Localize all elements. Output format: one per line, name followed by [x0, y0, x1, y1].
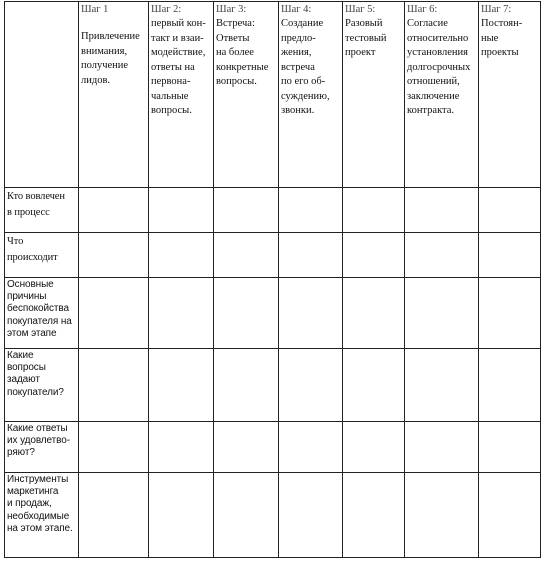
step-number: Шаг 7:: [481, 4, 512, 15]
step-header-1: [79, 2, 149, 188]
table-cell: [79, 188, 149, 233]
step-number: Шаг 1: [81, 4, 109, 15]
row-label: Основные причины беспокойства покупателя на этом этапе: [5, 278, 79, 349]
row-label: Какие ответы их удовлетво- ряют?: [5, 422, 79, 473]
table-cell: [343, 233, 405, 278]
step-description: Встреча: Ответы на более конкретные вопросы.: [216, 18, 269, 88]
table-cell: [149, 278, 214, 349]
table-row: [5, 473, 541, 558]
corner-cell: [5, 2, 79, 188]
table-cell: [279, 473, 343, 558]
table-cell: [405, 233, 479, 278]
table-cell: [79, 278, 149, 349]
step-number: Шаг 2:: [151, 4, 182, 15]
table-cell: [405, 473, 479, 558]
table-cell: [214, 422, 279, 473]
table-cell: [279, 422, 343, 473]
table-cell: [214, 278, 279, 349]
step-number: Шаг 6:: [407, 4, 438, 15]
step-description: Разовый тестовый проект: [345, 18, 387, 59]
table-cell: [479, 278, 541, 349]
table-cell: [79, 422, 149, 473]
table-cell: [79, 349, 149, 422]
table-cell: [343, 188, 405, 233]
table-cell: [343, 473, 405, 558]
sales-process-table: [4, 1, 541, 558]
table-cell: [343, 349, 405, 422]
table-cell: [279, 278, 343, 349]
table-cell: [405, 278, 479, 349]
table-cell: [479, 473, 541, 558]
table-cell: [279, 349, 343, 422]
table-cell: [149, 473, 214, 558]
table-cell: [343, 422, 405, 473]
table-cell: [479, 233, 541, 278]
step-header-5: [343, 2, 405, 188]
table-cell: [479, 349, 541, 422]
table-cell: [214, 233, 279, 278]
table-cell: [479, 188, 541, 233]
step-number: Шаг 5:: [345, 4, 376, 15]
table-row: [5, 233, 541, 278]
table-row: [5, 188, 541, 233]
table-cell: [149, 188, 214, 233]
row-label: Инструменты маркетинга и продаж, необходимые на этом этапе.: [5, 473, 79, 558]
table-cell: [479, 422, 541, 473]
table-cell: [405, 188, 479, 233]
table-cell: [79, 233, 149, 278]
step-header-2: [149, 2, 214, 188]
header-row: [5, 2, 541, 188]
step-description: Согласие относительно установления долгосрочных отношений, заключение контракта.: [407, 18, 471, 117]
table-cell: [214, 473, 279, 558]
step-number: Шаг 3:: [216, 4, 247, 15]
step-description: первый кон- такт и взаи- модействие, ответы на первона- чальные вопросы.: [151, 18, 206, 117]
table-cell: [279, 188, 343, 233]
row-label: Какие вопросы задают покупатели?: [5, 349, 79, 422]
step-description: Постоян- ные проекты: [481, 18, 523, 59]
step-description: Создание предло- жения, встреча по его об- суждению, звонки.: [281, 18, 330, 117]
table-cell: [149, 233, 214, 278]
table-cell: [405, 422, 479, 473]
step-header-6: [405, 2, 479, 188]
table-cell: [214, 349, 279, 422]
table-cell: [214, 188, 279, 233]
table-cell: [279, 233, 343, 278]
table-cell: [343, 278, 405, 349]
step-header-4: [279, 2, 343, 188]
row-label: Что происходит: [5, 233, 79, 278]
table-row: [5, 422, 541, 473]
step-header-7: [479, 2, 541, 188]
table-row: [5, 278, 541, 349]
step-number: Шаг 4:: [281, 4, 312, 15]
step-header-3: [214, 2, 279, 188]
table-cell: [405, 349, 479, 422]
table-cell: [79, 473, 149, 558]
table-cell: [149, 349, 214, 422]
table-row: [5, 349, 541, 422]
step-description: Привлечение внимания, получение лидов.: [81, 31, 140, 86]
row-label: Кто вовлечен в процесс: [5, 188, 79, 233]
table-cell: [149, 422, 214, 473]
